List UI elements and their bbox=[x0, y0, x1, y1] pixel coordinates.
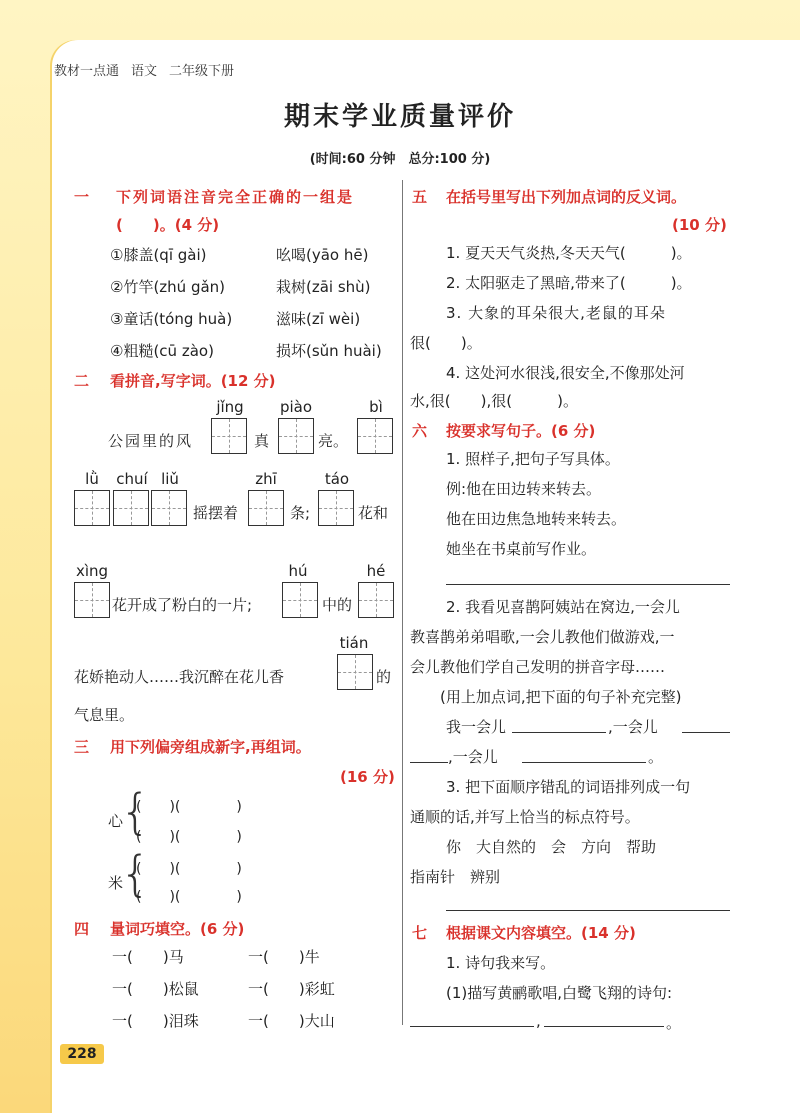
answer-pair[interactable]: ( )( ) bbox=[136, 861, 242, 877]
char-box[interactable] bbox=[248, 490, 284, 526]
s6-q3b: 通顺的话,并写上恰当的标点符号。 bbox=[410, 808, 640, 826]
s1-opt3b: 滋味(zī wèi) bbox=[276, 310, 361, 328]
char-box[interactable] bbox=[282, 582, 318, 618]
char-box[interactable] bbox=[278, 418, 314, 454]
s4-item2a[interactable]: 一( )松鼠 bbox=[112, 980, 199, 998]
pinyin-piao: piào bbox=[279, 398, 313, 416]
answer-line[interactable] bbox=[522, 762, 646, 763]
s6-words2: 指南针 辨别 bbox=[410, 868, 501, 886]
s2-text8: 中的 bbox=[322, 596, 353, 614]
s6-q2c: 会儿教他们学自己发明的拼音字母…… bbox=[410, 658, 666, 676]
char-box[interactable] bbox=[357, 418, 393, 454]
s6-q2e: 我一会儿 bbox=[446, 718, 507, 736]
answer-line[interactable] bbox=[446, 584, 730, 585]
s3-title: 用下列偏旁组成新字,再组词。 bbox=[110, 738, 311, 756]
subject: 语文 bbox=[131, 64, 158, 79]
pinyin-tian: tián bbox=[339, 634, 369, 652]
s2-text11: 气息里。 bbox=[74, 706, 135, 724]
answer-line[interactable] bbox=[512, 732, 606, 733]
book-brand: 教材一点通 bbox=[54, 64, 120, 79]
s6-q2d: (用上加点词,把下面的句子补充完整) bbox=[440, 688, 682, 706]
s4-title: 量词巧填空。(6 分) bbox=[110, 920, 245, 938]
s2-text10: 的 bbox=[376, 668, 392, 686]
s6-q2f: ,一会儿 bbox=[608, 718, 658, 736]
s1-opt2a: ②竹竿(zhú gǎn) bbox=[110, 278, 226, 296]
s3-number: 三 bbox=[74, 738, 90, 756]
char-box[interactable] bbox=[74, 582, 110, 618]
pinyin-bi: bì bbox=[369, 398, 383, 416]
s2-text5: 条; bbox=[290, 504, 311, 522]
s5-q3a: 3. 大象的耳朵很大,老鼠的耳朵 bbox=[446, 304, 666, 322]
s4-item3b[interactable]: 一( )大山 bbox=[248, 1012, 335, 1030]
s7-end: 。 bbox=[666, 1014, 682, 1032]
s5-q4b[interactable]: 水,很( ),很( )。 bbox=[410, 392, 578, 410]
char-box[interactable] bbox=[74, 490, 110, 526]
char-box[interactable] bbox=[358, 582, 394, 618]
pinyin-lv: lǜ bbox=[85, 470, 99, 488]
s3-score: (16 分) bbox=[340, 768, 395, 786]
s6-ex2: 他在田边焦急地转来转去。 bbox=[446, 510, 627, 528]
pinyin-he: hé bbox=[366, 562, 386, 580]
s5-q1[interactable]: 1. 夏天天气炎热,冬天天气( )。 bbox=[446, 244, 692, 262]
s1-opt1a: ①膝盖(qī gài) bbox=[110, 246, 207, 264]
s1-opt1b: 吆喝(yāo hē) bbox=[276, 246, 369, 264]
page-number: 228 bbox=[60, 1044, 104, 1064]
s7-comma: , bbox=[536, 1012, 541, 1030]
s7-title: 根据课文内容填空。(14 分) bbox=[446, 924, 636, 942]
s2-text7: 花开成了粉白的一片; bbox=[112, 596, 253, 614]
answer-line[interactable] bbox=[410, 1026, 534, 1027]
s2-text3: 亮。 bbox=[318, 432, 349, 450]
pinyin-chui: chuí bbox=[116, 470, 148, 488]
answer-line[interactable] bbox=[544, 1026, 664, 1027]
s5-score: (10 分) bbox=[672, 216, 727, 234]
exam-info: (时间:60 分钟 总分:100 分) bbox=[309, 152, 491, 167]
s6-q2g: ,一会儿 bbox=[448, 748, 498, 766]
pinyin-jing: jǐng bbox=[216, 398, 244, 416]
grade: 二年级下册 bbox=[169, 64, 235, 79]
s6-number: 六 bbox=[412, 422, 428, 440]
s4-item2b[interactable]: 一( )彩虹 bbox=[248, 980, 335, 998]
answer-line[interactable] bbox=[682, 732, 730, 733]
s6-ex3: 她坐在书桌前写作业。 bbox=[446, 540, 597, 558]
pinyin-xing: xìng bbox=[75, 562, 109, 580]
s2-title: 看拼音,写字词。(12 分) bbox=[110, 372, 276, 390]
char-box[interactable] bbox=[211, 418, 247, 454]
answer-line[interactable] bbox=[410, 762, 448, 763]
s7-q2: (1)描写黄鹂歌唱,白鹭飞翔的诗句: bbox=[446, 984, 673, 1002]
running-header bbox=[54, 60, 246, 79]
s1-number: 一 bbox=[74, 188, 90, 206]
page-title: 期末学业质量评价 bbox=[283, 102, 516, 132]
s2-text6: 花和 bbox=[358, 504, 389, 522]
s1-title: 下列词语注音完全正确的一组是 bbox=[116, 188, 355, 206]
char-box[interactable] bbox=[113, 490, 149, 526]
s1-blank[interactable]: ( )。(4 分) bbox=[116, 216, 220, 234]
radical-xin: 心 bbox=[108, 812, 124, 830]
s4-number: 四 bbox=[74, 920, 90, 938]
s1-opt4b: 损坏(sǔn huài) bbox=[276, 342, 382, 360]
s6-q2h: 。 bbox=[648, 748, 664, 766]
column-divider bbox=[402, 180, 403, 1025]
pinyin-hu: hú bbox=[288, 562, 308, 580]
s5-q2[interactable]: 2. 太阳驱走了黑暗,带来了( )。 bbox=[446, 274, 692, 292]
s6-ex1: 例:他在田边转来转去。 bbox=[446, 480, 602, 498]
s4-item3a[interactable]: 一( )泪珠 bbox=[112, 1012, 199, 1030]
s2-text2: 真 bbox=[254, 432, 270, 450]
char-box[interactable] bbox=[318, 490, 354, 526]
answer-pair[interactable]: ( )( ) bbox=[136, 829, 242, 845]
s2-number: 二 bbox=[74, 372, 90, 390]
s6-q2b: 教喜鹊弟弟唱歌,一会儿教他们做游戏,一 bbox=[410, 628, 675, 646]
s5-q4a: 4. 这处河水很浅,很安全,不像那处河 bbox=[446, 364, 685, 382]
s6-title: 按要求写句子。(6 分) bbox=[446, 422, 596, 440]
pinyin-liu: liǔ bbox=[161, 470, 179, 488]
s6-q3a: 3. 把下面顺序错乱的词语排列成一句 bbox=[446, 778, 691, 796]
s7-q1: 1. 诗句我来写。 bbox=[446, 954, 556, 972]
radical-mi: 米 bbox=[108, 874, 124, 892]
brace-icon: { bbox=[120, 784, 151, 840]
answer-line[interactable] bbox=[446, 910, 730, 911]
s2-text4: 摇摆着 bbox=[193, 504, 239, 522]
s5-q3b[interactable]: 很( )。 bbox=[410, 334, 482, 352]
s4-item1b[interactable]: 一( )牛 bbox=[248, 948, 320, 966]
pinyin-zhi: zhī bbox=[255, 470, 277, 488]
char-box[interactable] bbox=[151, 490, 187, 526]
s1-opt3a: ③童话(tóng huà) bbox=[110, 310, 233, 328]
s6-words1: 你 大自然的 会 方向 帮助 bbox=[446, 838, 657, 856]
char-box[interactable] bbox=[337, 654, 373, 690]
answer-pair[interactable]: ( )( ) bbox=[136, 889, 242, 905]
s6-q2a: 2. 我看见喜鹊阿姨站在窝边,一会儿 bbox=[446, 598, 680, 616]
s5-title: 在括号里写出下列加点词的反义词。 bbox=[446, 188, 687, 206]
s2-text9: 花娇艳动人……我沉醉在花儿香 bbox=[74, 668, 285, 686]
s2-text1: 公园里的风 bbox=[108, 432, 194, 450]
s1-opt4a: ④粗糙(cū zào) bbox=[110, 342, 214, 360]
pinyin-tao: táo bbox=[324, 470, 350, 488]
s6-q1: 1. 照样子,把句子写具体。 bbox=[446, 450, 620, 468]
s5-number: 五 bbox=[412, 188, 428, 206]
s1-opt2b: 栽树(zāi shù) bbox=[276, 278, 371, 296]
s4-item1a[interactable]: 一( )马 bbox=[112, 948, 184, 966]
s7-number: 七 bbox=[412, 924, 428, 942]
brace-icon: { bbox=[120, 846, 151, 902]
answer-pair[interactable]: ( )( ) bbox=[136, 799, 242, 815]
